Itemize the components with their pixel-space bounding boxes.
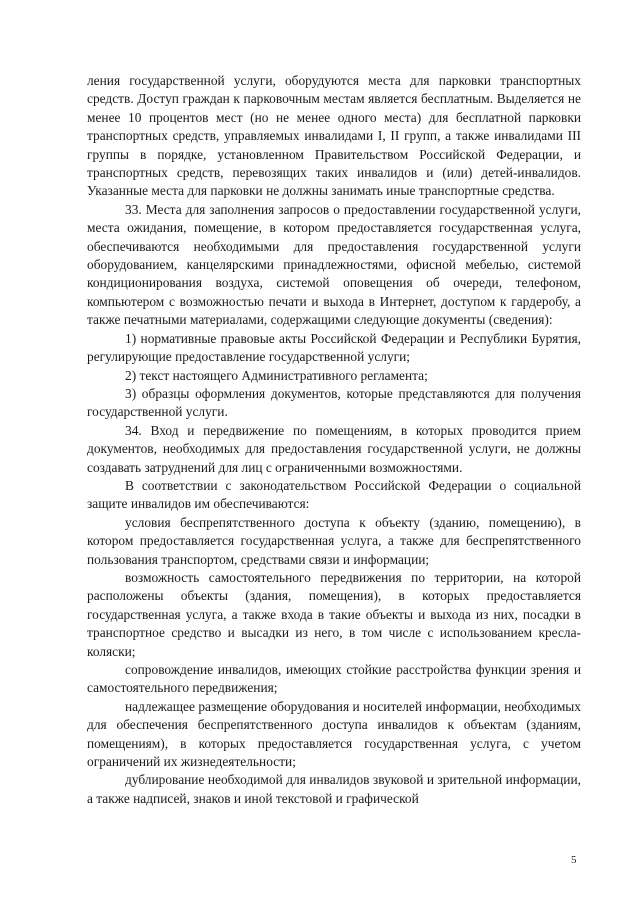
paragraph-item-34: 34. Вход и передвижение по помещениям, в которых проводится прием документов, необходимых для предоставления государственной услуги, не должны создавать затруднений для лиц с ограниченными возможностями. [87, 422, 581, 475]
list-item-legal-acts: 1) нормативные правовые акты Российской Федерации и Республики Бурятия, регулирующие предоставление государственной услуги; [87, 330, 581, 365]
paragraph-item-33: 33. Места для заполнения запросов о предоставлении государственной услуги, места ожидания, помещение, в котором предоставляется государственная услуга, обеспечиваются необходимыми для предоставления государственной услуги оборудованием, канцелярскими принадлежностями, офисной мебелью, системой кондиционирования воздуха, системой оповещения об очереди, телефоном, компьютером с возможностью печати и выхода в Интернет, доступом к гардеробу, а также печатными материалами, содержащими следующие документы (сведения): [87, 201, 581, 328]
paragraph-access-conditions: условия беспрепятственного доступа к объекту (зданию, помещению), в котором предоставляется государственная услуга, а также для беспрепятственного пользования транспортом, средствами связи и информации; [87, 514, 581, 567]
paragraph-escort: сопровождение инвалидов, имеющих стойкие расстройства функции зрения и самостоятельного передвижения; [87, 662, 581, 696]
paragraph-independent-movement: возможность самостоятельного передвижения по территории, на которой расположены объекты (здания, помещения), в которых предоставляется государственная услуга, а также входа в такие объекты и выхода из них, посадки в транспортное средство и высадки из него, в том числе с использованием кресла-коляски; [87, 569, 581, 659]
list-item-regulation-text: 2) текст настоящего Административного регламента; [125, 367, 428, 383]
page-number: 5 [571, 854, 577, 866]
document-body [87, 72, 581, 808]
paragraph-disability-law: В соответствии с законодательством Российской Федерации о социальной защите инвалидов им обеспечиваются: [87, 477, 581, 512]
paragraph-equipment-placement: надлежащее размещение оборудования и носителей информации, необходимых для обеспечения беспрепятственного доступа инвалидов к объектам (зданиям, помещениям), в которых предоставляется государственная услуга, с учетом ограничений их жизнедеятельности; [87, 698, 581, 770]
list-item-document-samples: 3) образцы оформления документов, которые представляются для получения государственной услуги. [87, 385, 581, 420]
paragraph-parking-continued: ления государственной услуги, оборудуются места для парковки транспортных средств. Доступ граждан к парковочным местам является бесплатным. Выделяется не менее 10 процентов мест (но не менее одного места) для бесплатной парковки транспортных средств, управляемых инвалидами I, II групп, а также инвалидами III группы в порядке, установленном Правительством Российской Федерации, и транспортных средств, перевозящих таких инвалидов и (или) детей-инвалидов. Указанные места для парковки не должны занимать иные транспортные средства. [87, 73, 581, 199]
paragraph-duplication: дублирование необходимой для инвалидов звуковой и зрительной информации, а также надписей, знаков и иной текстовой и графической [87, 772, 581, 806]
